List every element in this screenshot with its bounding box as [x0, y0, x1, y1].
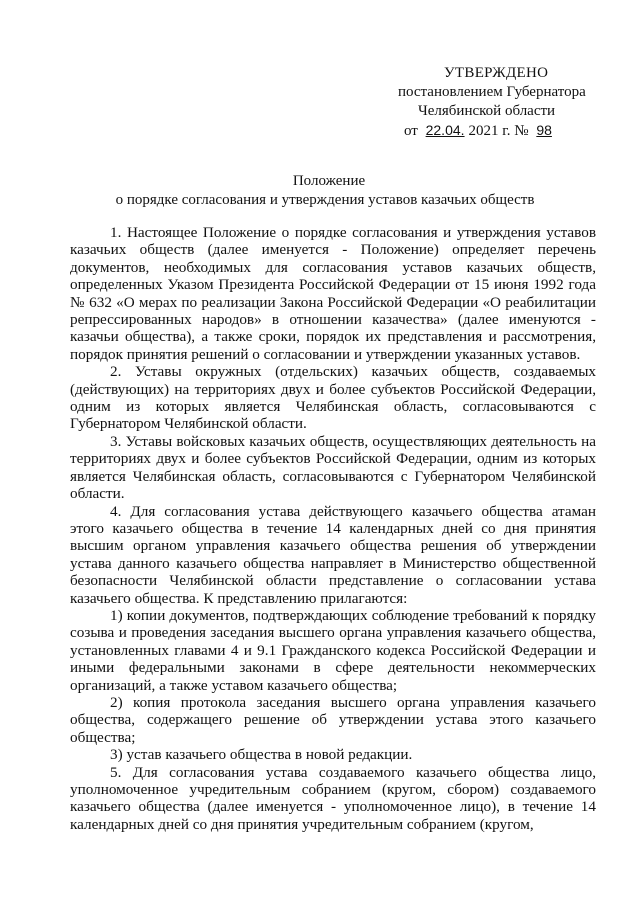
approval-title: УТВЕРЖДЕНО [444, 65, 549, 81]
document-body [70, 224, 596, 833]
approval-region: Челябинской области [418, 103, 556, 119]
list-item-3: 3) устав казачьего общества в новой редакции. [110, 746, 413, 764]
approval-date-line [398, 121, 598, 141]
paragraph-3: 3. Уставы войсковых казачьих обществ, осуществляющих деятельность на территориях двух и более субъектов Российской Федерации, одним из которых является Челябинская область, согласовываются с Губернатором Челябинской области. [70, 432, 596, 503]
paragraph-2: 2. Уставы окружных (отдельских) казачьих обществ, создаваемых (действующих) на территориях двух и более субъектов Российской Федерации, одним из которых является Челябинская область, согласовываются с Губернатором Челябинской области. [70, 363, 596, 433]
number-prefix: № [514, 123, 529, 139]
approval-date: 22.04. [425, 122, 465, 138]
approval-year: 2021 г. [468, 123, 511, 139]
document-title [0, 172, 640, 210]
list-item-2: 2) копия протокола заседания высшего органа управления казачьего общества, содержащего решение об утверждении устава этого казачьего общества; [70, 693, 596, 746]
date-prefix: от [404, 123, 418, 139]
paragraph-5: 5. Для согласования устава создаваемого казачьего общества лицо, уполномоченное учредительным собранием (кругом, сбором) создаваемого казачьего общества (далее именуется - уполномоченное лицо), в течение 14 календарных дней со дня принятия учредительным собранием (кругом, [70, 763, 596, 833]
list-item-1: 1) копии документов, подтверждающих соблюдение требований к порядку созыва и проведения заседания высшего органа управления казачьего общества, установленных главами 4 и 9.1 Гражданского кодекса Российской Федерации и иными федеральными законами в сфере деятельности некоммерческих организаций, а также уставом казачьего общества; [70, 606, 596, 694]
paragraph-1: 1. Настоящее Положение о порядке согласования и утверждения уставов казачьих обществ (далее именуется - Положение) определяет перечень документов, необходимых для согласования уставов казачьих обществ, определенных Указом Президента Российской Федерации от 15 июня 1992 года № 632 «О мерах по реализации Закона Российской Федерации «О реабилитации репрессированных народов» в отношении казачества» (далее именуются - казачьи общества), а также сроки, порядок их представления и рассмотрения, порядок принятия решений о согласовании и утверждении указанных уставов. [70, 224, 596, 363]
approval-stamp-block [398, 64, 598, 141]
paragraph-4: 4. Для согласования устава действующего казачьего общества атаман этого казачьего общества в течение 14 календарных дней со дня принятия высшим органом управления казачьего общества решения об утверждении устава данного казачьего общества направляет в Министерство общественной безопасности Челябинской области представление о согласовании устава казачьего общества. К представлению прилагаются: [70, 502, 596, 607]
document-title-line2: о порядке согласования и утверждения уставов казачьих обществ [115, 192, 535, 208]
approval-number: 98 [536, 122, 552, 138]
document-title-line1: Положение [292, 173, 366, 189]
approval-issuer: постановлением Губернатора [398, 84, 586, 100]
